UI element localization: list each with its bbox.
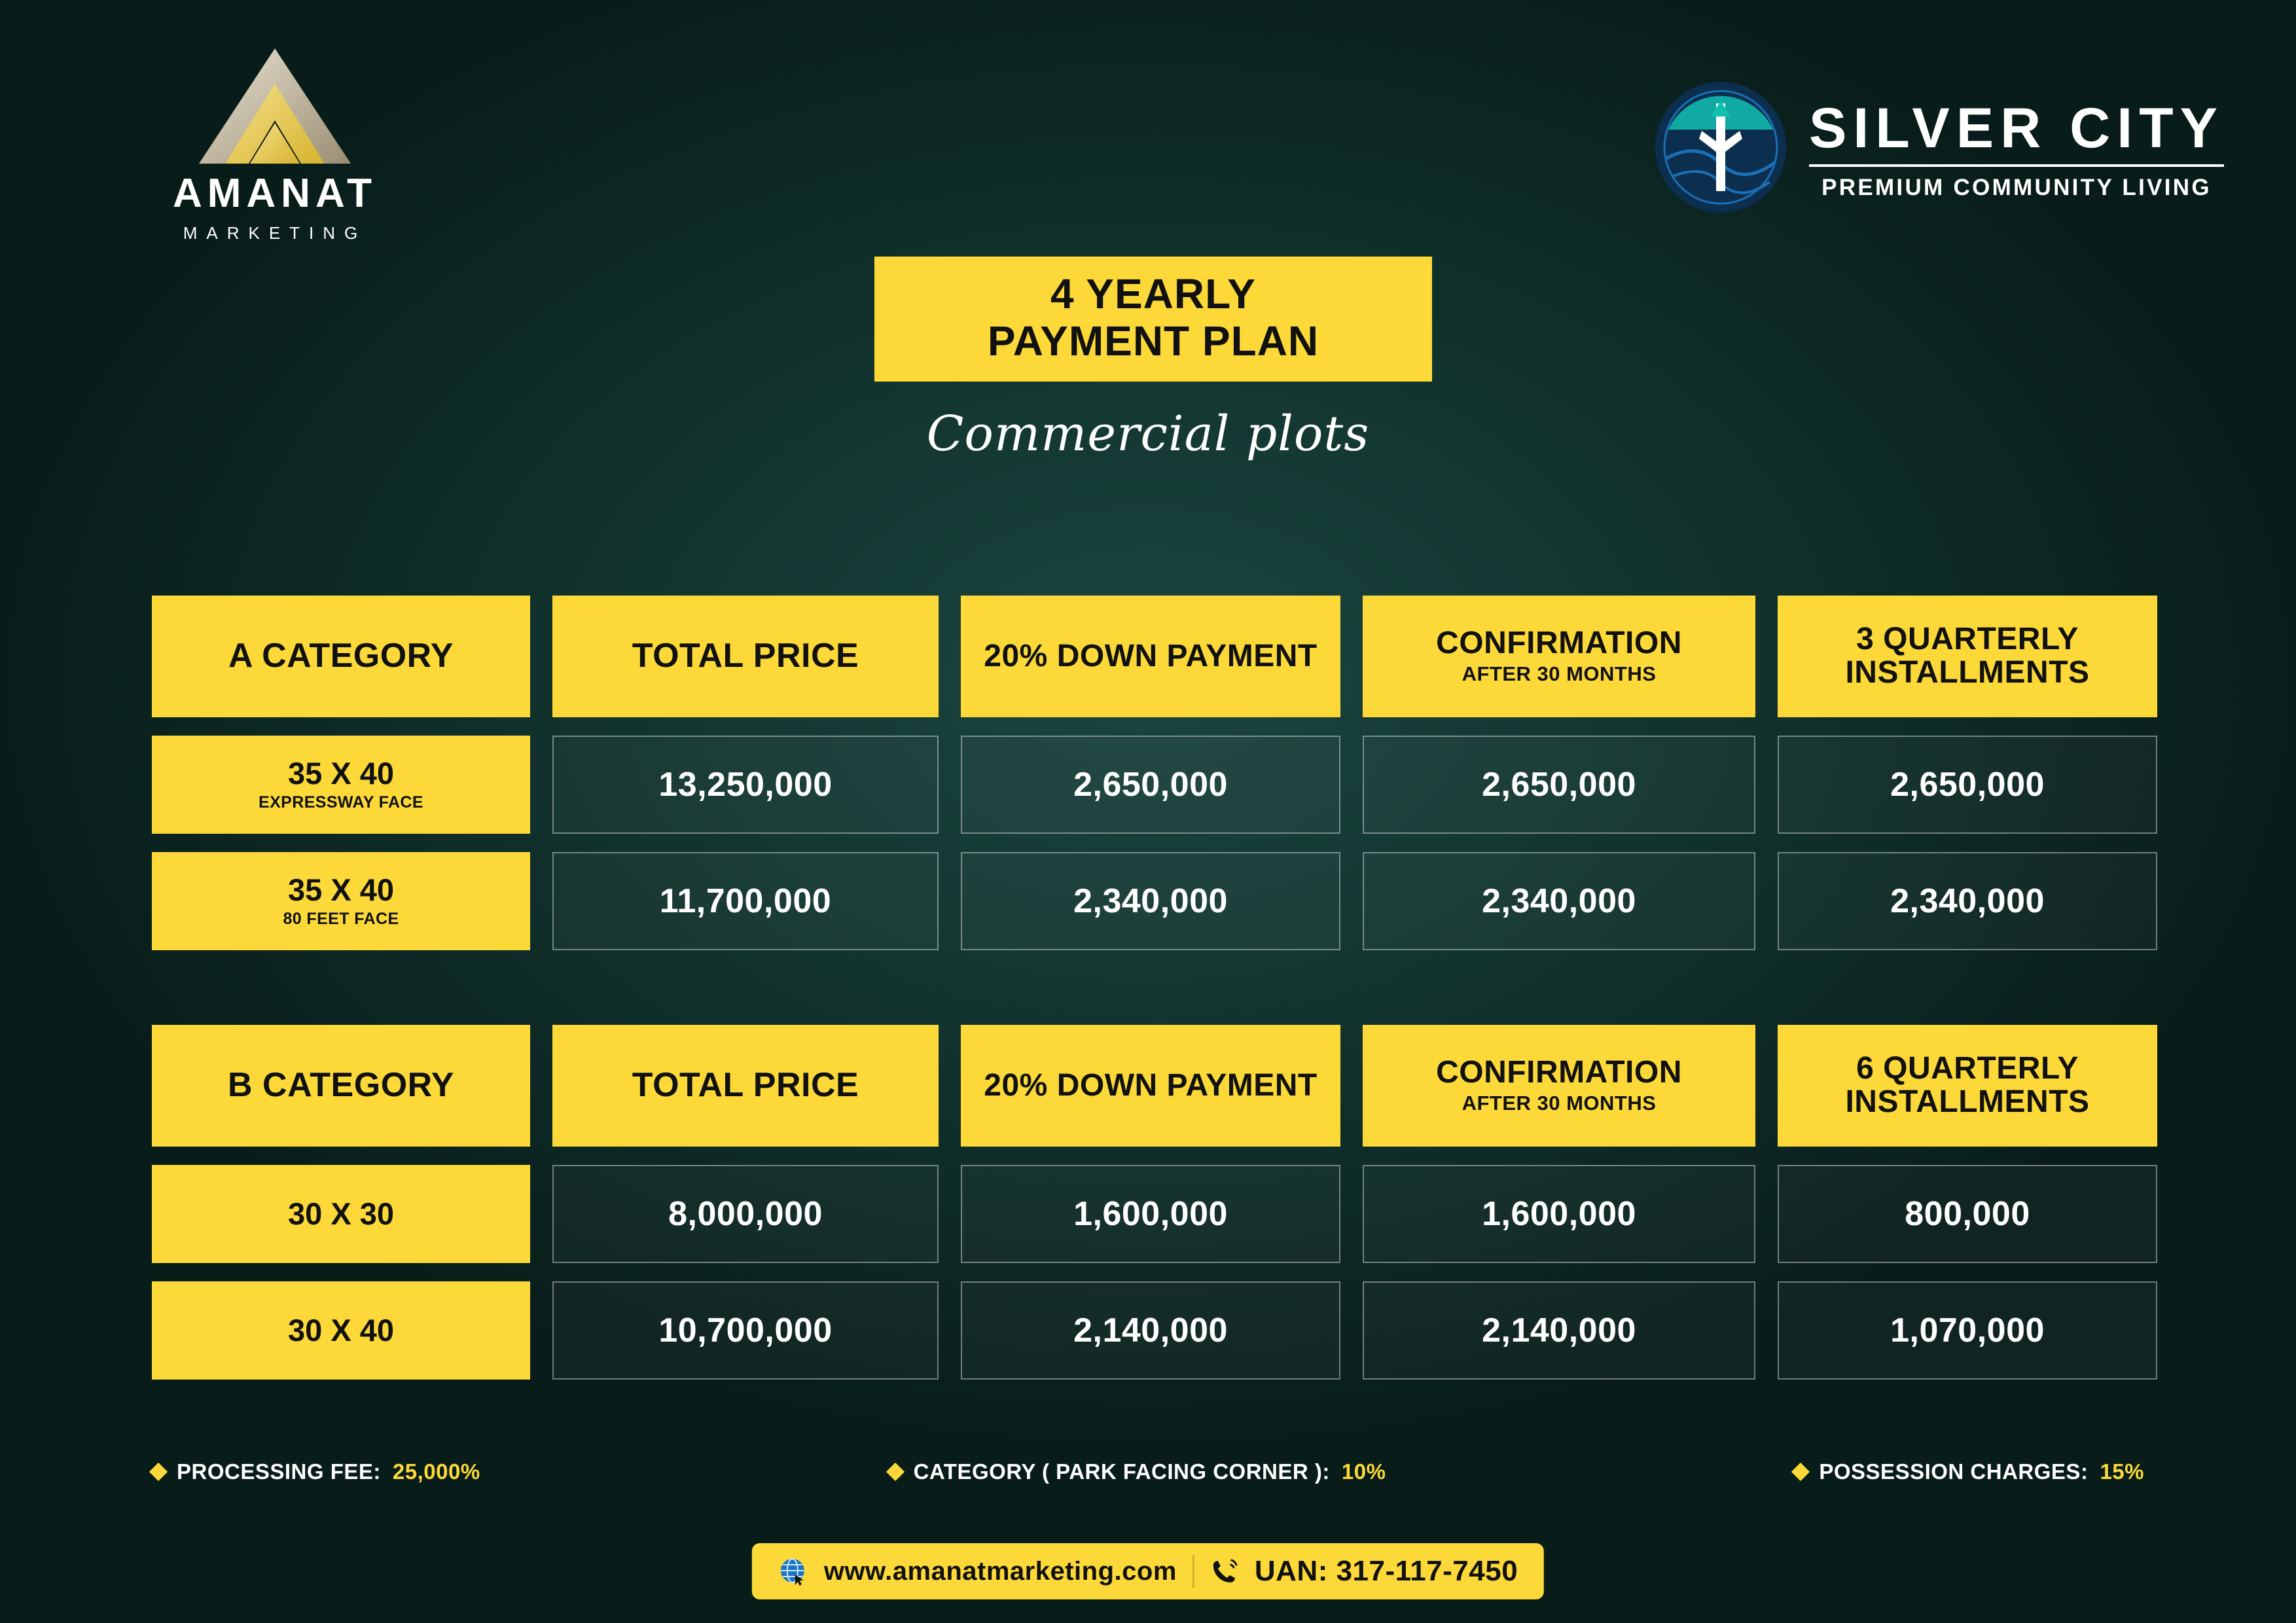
page-title-banner [874,257,1432,382]
note-label: PROCESSING FEE: [177,1459,381,1484]
header-cell-category: B CATEGORY [152,1025,530,1147]
row-installments: 2,650,000 [1778,736,2157,834]
website-link[interactable]: www.amanatmarketing.com [823,1556,1177,1586]
note-value: 10% [1341,1459,1386,1484]
row-confirmation: 2,650,000 [1363,736,1755,834]
header-cell-installments: 6 QUARTERLY INSTALLMENTS [1778,1025,2157,1147]
diamond-bullet-icon [149,1463,168,1481]
row-size-cell: 30 X 40 [152,1281,530,1380]
amanat-triangle-mark-icon [190,46,360,167]
row-down-payment: 1,600,000 [961,1165,1340,1263]
row-total-price: 8,000,000 [552,1165,939,1263]
silver-city-name: SILVER CITY [1808,97,2224,160]
note-processing-fee [152,1459,480,1484]
header-cell-confirmation: CONFIRMATION AFTER 30 MONTHS [1363,596,1755,717]
contact-bar [752,1543,1544,1599]
header-cell-down-payment: 20% DOWN PAYMENT [961,1025,1340,1147]
row-down-payment: 2,140,000 [961,1281,1340,1380]
row-installments: 1,070,000 [1778,1281,2157,1380]
table-row [152,1281,2148,1380]
row-confirmation: 2,140,000 [1363,1281,1755,1380]
silver-city-logo [1652,79,2224,216]
header-cell-installments: 3 QUARTERLY INSTALLMENTS [1778,596,2157,717]
note-possession-charges [1794,1459,2144,1484]
row-total-price: 10,700,000 [552,1281,939,1380]
row-total-price: 13,250,000 [552,736,939,834]
payment-plan-tables [152,596,2148,1398]
page-title-line1: 4 YEARLY [1050,270,1256,317]
amanat-logo [105,46,445,243]
diamond-bullet-icon [886,1463,904,1481]
note-value: 25,000% [392,1459,480,1484]
row-size-cell: 35 X 40 EXPRESSWAY FACE [152,736,530,834]
amanat-name: AMANAT [172,171,377,216]
row-down-payment: 2,340,000 [961,852,1340,950]
table-a-category [152,596,2148,950]
table-row [152,1165,2148,1263]
row-size-cell: 35 X 40 80 FEET FACE [152,852,530,950]
header-cell-confirmation: CONFIRMATION AFTER 30 MONTHS [1363,1025,1755,1147]
diamond-bullet-icon [1791,1463,1810,1481]
page-subtitle: Commercial plots [926,406,1370,462]
table-row [152,852,2148,950]
row-installments: 2,340,000 [1778,852,2157,950]
note-label: CATEGORY ( PARK FACING CORNER ): [913,1459,1330,1484]
header-cell-total-price: TOTAL PRICE [552,596,939,717]
row-confirmation: 1,600,000 [1363,1165,1755,1263]
table-row [152,736,2148,834]
silver-city-divider [1809,164,2224,167]
footer-notes [152,1459,2144,1484]
note-label: POSSESSION CHARGES: [1819,1459,2089,1484]
note-value: 15% [2100,1459,2144,1484]
header [0,0,2296,462]
table-header-row [152,1025,2148,1147]
table-b-category [152,1025,2148,1380]
row-installments: 800,000 [1778,1165,2157,1263]
header-cell-down-payment: 20% DOWN PAYMENT [961,596,1340,717]
table-header-row [152,596,2148,717]
table-spacer [152,969,2148,1025]
row-total-price: 11,700,000 [552,852,939,950]
header-cell-category: A CATEGORY [152,596,530,717]
uan-number[interactable]: UAN: 317-117-7450 [1254,1555,1518,1587]
phone-icon [1210,1557,1239,1586]
silver-city-circle-badge-icon [1652,79,1789,216]
contact-divider [1193,1555,1194,1588]
amanat-tagline: MARKETING [183,223,367,243]
note-category-park-facing [889,1459,1386,1484]
silver-city-tagline: PREMIUM COMMUNITY LIVING [1821,175,2212,200]
row-size-cell: 30 X 30 [152,1165,530,1263]
page-title-line2: PAYMENT PLAN [987,317,1319,365]
globe-icon [778,1556,808,1586]
row-down-payment: 2,650,000 [961,736,1340,834]
header-cell-total-price: TOTAL PRICE [552,1025,939,1147]
row-confirmation: 2,340,000 [1363,852,1755,950]
